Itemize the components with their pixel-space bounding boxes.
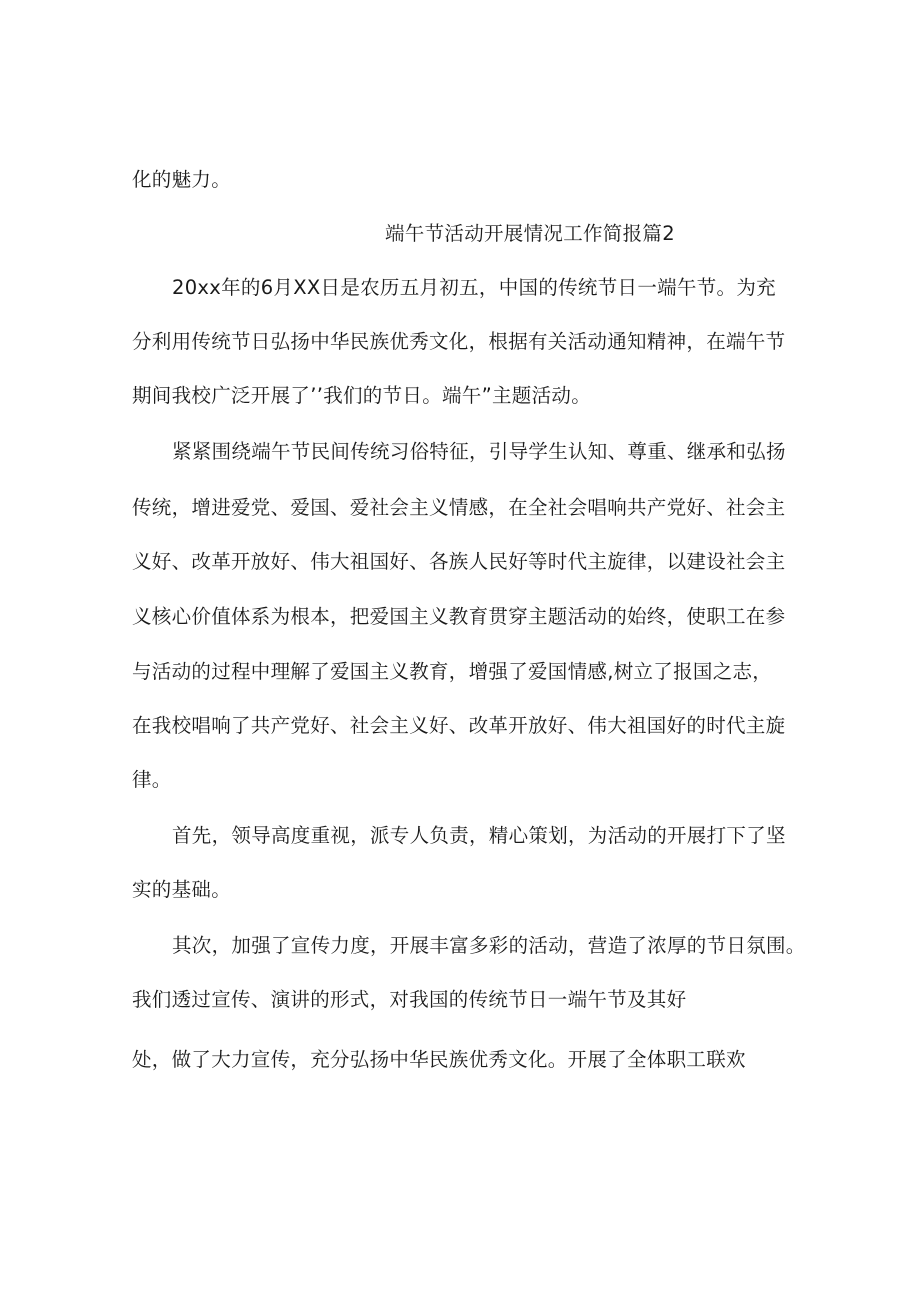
text-line: 20xx年的6月XX日是农历五月初五，中国的传统节日一端午节。为充 xyxy=(172,276,776,299)
text-line: 分利用传统节日弘扬中华民族优秀文化，根据有关活动通知精神，在端午节 xyxy=(132,330,786,353)
text-line: 义核心价值体系为根本，把爱国主义教育贯穿主题活动的始终，使职工在参 xyxy=(132,605,786,628)
section-title: 端午节活动开展情况工作简报篇2 xyxy=(385,222,675,245)
text-line: 律。 xyxy=(132,768,172,791)
text-line: 处，做了大力宣传，充分弘扬中华民族优秀文化。开展了全体职工联欢 xyxy=(132,1048,746,1071)
text-line: 紧紧围绕端午节民间传统习俗特征，引导学生认知、尊重、继承和弘扬 xyxy=(172,440,786,463)
text-line: 与活动的过程中理解了爱国主义教育，增强了爱国情感,树立了报国之志， xyxy=(132,660,773,683)
text-line: 首先，领导高度重视，派专人负责，精心策划，为活动的开展打下了坚 xyxy=(172,824,786,847)
text-line: 其次，加强了宣传力度，开展丰富多彩的活动，营造了浓厚的节日氛围。 xyxy=(172,934,806,957)
text-line: 传统，增进爱党、爱国、爱社会主义情感，在全社会唱响共产党好、社会主 xyxy=(132,496,786,519)
text-line: 实的基础。 xyxy=(132,878,232,901)
text-line: 义好、改革开放好、伟大祖国好、各族人民好等时代主旋律，以建设社会主 xyxy=(132,550,786,573)
text-line: 期间我校广泛开展了’’我们的节日。端午”主题活动。 xyxy=(132,384,591,407)
text-line: 在我校唱响了共产党好、社会主义好、改革开放好、伟大祖国好的时代主旋 xyxy=(132,714,786,737)
text-line: 化的魅力。 xyxy=(132,168,232,191)
text-line: 我们透过宣传、演讲的形式，对我国的传统节日一端午节及其好 xyxy=(132,988,687,1011)
